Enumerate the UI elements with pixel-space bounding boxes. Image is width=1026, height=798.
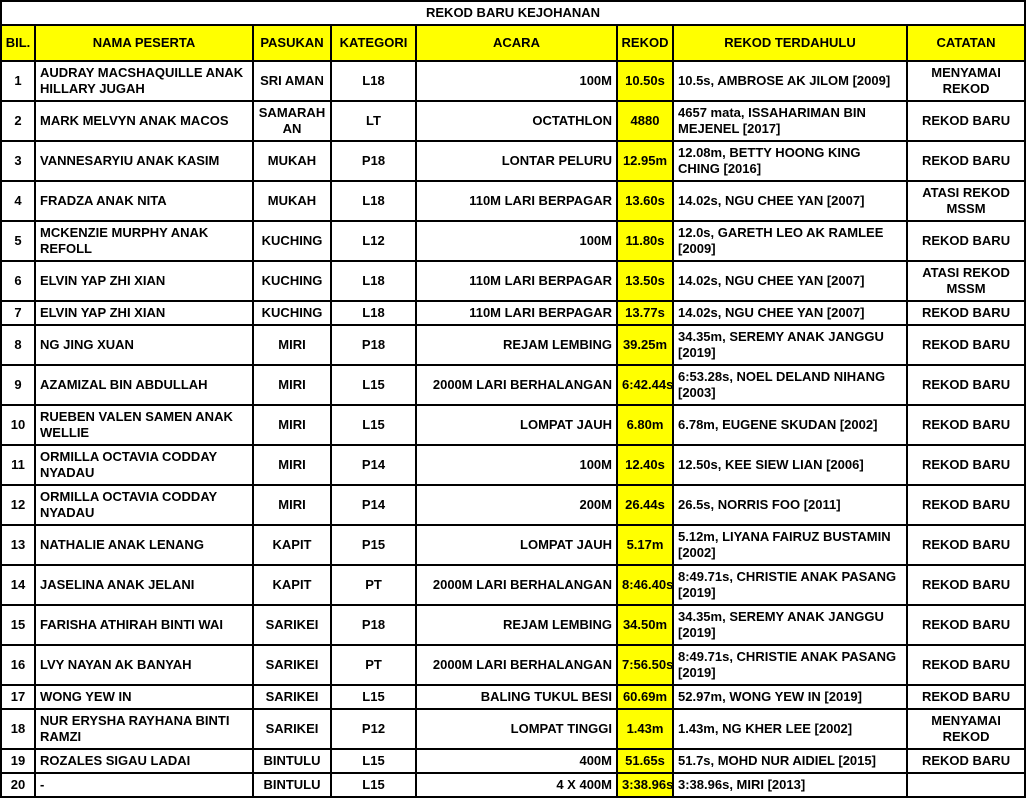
cell-nama: AUDRAY MACSHAQUILLE ANAK HILLARY JUGAH <box>35 61 253 101</box>
cell-nama: ROZALES SIGAU LADAI <box>35 749 253 773</box>
table-row <box>1 525 1025 565</box>
cell-kategori: P18 <box>331 141 416 181</box>
cell-kategori: PT <box>331 565 416 605</box>
cell-rekod-terdahulu: 1.43m, NG KHER LEE [2002] <box>673 709 907 749</box>
cell-nama: FRADZA ANAK NITA <box>35 181 253 221</box>
column-header-kategori: KATEGORI <box>331 25 416 61</box>
table-row <box>1 605 1025 645</box>
cell-pasukan: MUKAH <box>253 181 331 221</box>
cell-bil: 2 <box>1 101 35 141</box>
cell-kategori: P14 <box>331 485 416 525</box>
table-row <box>1 101 1025 141</box>
cell-acara: REJAM LEMBING <box>416 325 617 365</box>
cell-rekod-terdahulu: 4657 mata, ISSAHARIMAN BIN MEJENEL [2017] <box>673 101 907 141</box>
cell-acara: 110M LARI BERPAGAR <box>416 181 617 221</box>
cell-rekod-terdahulu: 10.5s, AMBROSE AK JILOM [2009] <box>673 61 907 101</box>
table-row <box>1 325 1025 365</box>
table-row <box>1 181 1025 221</box>
table-row <box>1 365 1025 405</box>
cell-rekod: 12.40s <box>617 445 673 485</box>
cell-catatan: REKOD BARU <box>907 405 1025 445</box>
cell-kategori: L18 <box>331 301 416 325</box>
cell-acara: 2000M LARI BERHALANGAN <box>416 565 617 605</box>
cell-bil: 20 <box>1 773 35 797</box>
cell-catatan: REKOD BARU <box>907 685 1025 709</box>
cell-acara: BALING TUKUL BESI <box>416 685 617 709</box>
cell-kategori: P18 <box>331 605 416 645</box>
cell-rekod: 7:56.50s <box>617 645 673 685</box>
cell-pasukan: KAPIT <box>253 565 331 605</box>
cell-rekod-terdahulu: 14.02s, NGU CHEE YAN [2007] <box>673 261 907 301</box>
cell-rekod: 3:38.96s <box>617 773 673 797</box>
table-row <box>1 141 1025 181</box>
cell-bil: 9 <box>1 365 35 405</box>
cell-bil: 3 <box>1 141 35 181</box>
table-row <box>1 445 1025 485</box>
cell-kategori: L15 <box>331 685 416 709</box>
cell-nama: ORMILLA OCTAVIA CODDAY NYADAU <box>35 445 253 485</box>
cell-pasukan: MIRI <box>253 365 331 405</box>
cell-kategori: P14 <box>331 445 416 485</box>
table-row <box>1 773 1025 797</box>
cell-kategori: L15 <box>331 365 416 405</box>
cell-acara: LOMPAT TINGGI <box>416 709 617 749</box>
cell-rekod-terdahulu: 26.5s, NORRIS FOO [2011] <box>673 485 907 525</box>
cell-kategori: PT <box>331 645 416 685</box>
header-row <box>1 25 1025 61</box>
cell-pasukan: BINTULU <box>253 773 331 797</box>
cell-catatan: REKOD BARU <box>907 221 1025 261</box>
cell-bil: 15 <box>1 605 35 645</box>
cell-rekod-terdahulu: 34.35m, SEREMY ANAK JANGGU [2019] <box>673 605 907 645</box>
cell-rekod: 13.77s <box>617 301 673 325</box>
cell-rekod-terdahulu: 34.35m, SEREMY ANAK JANGGU [2019] <box>673 325 907 365</box>
cell-catatan: MENYAMAI REKOD <box>907 61 1025 101</box>
cell-bil: 14 <box>1 565 35 605</box>
table-row <box>1 565 1025 605</box>
cell-catatan: REKOD BARU <box>907 645 1025 685</box>
cell-bil: 4 <box>1 181 35 221</box>
cell-nama: VANNESARYIU ANAK KASIM <box>35 141 253 181</box>
cell-nama: WONG YEW IN <box>35 685 253 709</box>
cell-catatan: REKOD BARU <box>907 605 1025 645</box>
cell-bil: 13 <box>1 525 35 565</box>
cell-nama: NG JING XUAN <box>35 325 253 365</box>
cell-catatan: REKOD BARU <box>907 325 1025 365</box>
cell-kategori: P18 <box>331 325 416 365</box>
cell-kategori: L15 <box>331 405 416 445</box>
table-row <box>1 645 1025 685</box>
cell-kategori: L18 <box>331 61 416 101</box>
cell-bil: 17 <box>1 685 35 709</box>
cell-pasukan: SARIKEI <box>253 645 331 685</box>
cell-acara: 2000M LARI BERHALANGAN <box>416 645 617 685</box>
cell-nama: AZAMIZAL BIN ABDULLAH <box>35 365 253 405</box>
cell-rekod: 39.25m <box>617 325 673 365</box>
cell-bil: 19 <box>1 749 35 773</box>
cell-bil: 11 <box>1 445 35 485</box>
cell-rekod: 6:42.44s <box>617 365 673 405</box>
cell-nama: FARISHA ATHIRAH BINTI WAI <box>35 605 253 645</box>
cell-nama: NUR ERYSHA RAYHANA BINTI RAMZI <box>35 709 253 749</box>
cell-pasukan: MIRI <box>253 405 331 445</box>
cell-kategori: P15 <box>331 525 416 565</box>
cell-catatan: REKOD BARU <box>907 365 1025 405</box>
cell-acara: 400M <box>416 749 617 773</box>
cell-catatan: ATASI REKOD MSSM <box>907 181 1025 221</box>
page-title: REKOD BARU KEJOHANAN <box>1 1 1025 25</box>
cell-rekod: 12.95m <box>617 141 673 181</box>
cell-rekod-terdahulu: 12.0s, GARETH LEO AK RAMLEE [2009] <box>673 221 907 261</box>
column-header-acara: ACARA <box>416 25 617 61</box>
cell-pasukan: MIRI <box>253 325 331 365</box>
cell-acara: LONTAR PELURU <box>416 141 617 181</box>
cell-rekod-terdahulu: 3:38.96s, MIRI [2013] <box>673 773 907 797</box>
cell-bil: 16 <box>1 645 35 685</box>
cell-pasukan: KUCHING <box>253 221 331 261</box>
cell-catatan: REKOD BARU <box>907 485 1025 525</box>
cell-nama: ELVIN YAP ZHI XIAN <box>35 301 253 325</box>
cell-acara: 110M LARI BERPAGAR <box>416 261 617 301</box>
cell-rekod: 60.69m <box>617 685 673 709</box>
cell-rekod-terdahulu: 12.08m, BETTY HOONG KING CHING [2016] <box>673 141 907 181</box>
cell-catatan: ATASI REKOD MSSM <box>907 261 1025 301</box>
cell-acara: 2000M LARI BERHALANGAN <box>416 365 617 405</box>
cell-catatan: REKOD BARU <box>907 565 1025 605</box>
cell-kategori: L15 <box>331 773 416 797</box>
table-row <box>1 61 1025 101</box>
cell-rekod-terdahulu: 14.02s, NGU CHEE YAN [2007] <box>673 181 907 221</box>
cell-rekod-terdahulu: 8:49.71s, CHRISTIE ANAK PASANG [2019] <box>673 565 907 605</box>
cell-bil: 5 <box>1 221 35 261</box>
cell-nama: MCKENZIE MURPHY ANAK REFOLL <box>35 221 253 261</box>
cell-kategori: L12 <box>331 221 416 261</box>
cell-rekod-terdahulu: 8:49.71s, CHRISTIE ANAK PASANG [2019] <box>673 645 907 685</box>
cell-acara: 100M <box>416 221 617 261</box>
column-header-bil: BIL. <box>1 25 35 61</box>
cell-nama: ELVIN YAP ZHI XIAN <box>35 261 253 301</box>
cell-catatan: REKOD BARU <box>907 141 1025 181</box>
cell-rekod: 1.43m <box>617 709 673 749</box>
cell-kategori: L18 <box>331 261 416 301</box>
cell-rekod: 6.80m <box>617 405 673 445</box>
cell-nama: NATHALIE ANAK LENANG <box>35 525 253 565</box>
cell-kategori: L15 <box>331 749 416 773</box>
cell-pasukan: MIRI <box>253 485 331 525</box>
cell-catatan: MENYAMAI REKOD <box>907 709 1025 749</box>
cell-acara: LOMPAT JAUH <box>416 525 617 565</box>
table-row <box>1 301 1025 325</box>
cell-rekod: 26.44s <box>617 485 673 525</box>
cell-rekod: 51.65s <box>617 749 673 773</box>
cell-pasukan: SARIKEI <box>253 709 331 749</box>
cell-catatan: REKOD BARU <box>907 101 1025 141</box>
cell-acara: 110M LARI BERPAGAR <box>416 301 617 325</box>
table-row <box>1 709 1025 749</box>
cell-bil: 6 <box>1 261 35 301</box>
cell-rekod: 34.50m <box>617 605 673 645</box>
cell-nama: LVY NAYAN AK BANYAH <box>35 645 253 685</box>
cell-nama: - <box>35 773 253 797</box>
table-row <box>1 405 1025 445</box>
cell-rekod: 10.50s <box>617 61 673 101</box>
column-header-catatan: CATATAN <box>907 25 1025 61</box>
cell-rekod: 13.50s <box>617 261 673 301</box>
cell-pasukan: SRI AMAN <box>253 61 331 101</box>
cell-acara: 200M <box>416 485 617 525</box>
column-header-rekod-terdahulu: REKOD TERDAHULU <box>673 25 907 61</box>
cell-rekod: 4880 <box>617 101 673 141</box>
cell-rekod: 11.80s <box>617 221 673 261</box>
column-header-nama-peserta: NAMA PESERTA <box>35 25 253 61</box>
cell-pasukan: SARIKEI <box>253 685 331 709</box>
table-row <box>1 749 1025 773</box>
cell-pasukan: KUCHING <box>253 261 331 301</box>
cell-pasukan: BINTULU <box>253 749 331 773</box>
cell-nama: JASELINA ANAK JELANI <box>35 565 253 605</box>
cell-rekod-terdahulu: 14.02s, NGU CHEE YAN [2007] <box>673 301 907 325</box>
records-tbody <box>1 61 1025 797</box>
column-header-pasukan: PASUKAN <box>253 25 331 61</box>
cell-bil: 7 <box>1 301 35 325</box>
cell-acara: 4 X 400M <box>416 773 617 797</box>
cell-acara: OCTATHLON <box>416 101 617 141</box>
table-row <box>1 685 1025 709</box>
cell-catatan: REKOD BARU <box>907 445 1025 485</box>
cell-kategori: L18 <box>331 181 416 221</box>
cell-catatan: REKOD BARU <box>907 749 1025 773</box>
table-row <box>1 485 1025 525</box>
cell-rekod: 5.17m <box>617 525 673 565</box>
cell-bil: 12 <box>1 485 35 525</box>
column-header-rekod: REKOD <box>617 25 673 61</box>
cell-rekod-terdahulu: 51.7s, MOHD NUR AIDIEL [2015] <box>673 749 907 773</box>
cell-rekod-terdahulu: 6:53.28s, NOEL DELAND NIHANG [2003] <box>673 365 907 405</box>
cell-pasukan: SAMARAHAN <box>253 101 331 141</box>
cell-acara: REJAM LEMBING <box>416 605 617 645</box>
cell-kategori: P12 <box>331 709 416 749</box>
cell-acara: LOMPAT JAUH <box>416 405 617 445</box>
title-row <box>1 1 1025 25</box>
cell-bil: 10 <box>1 405 35 445</box>
cell-kategori: LT <box>331 101 416 141</box>
table-row <box>1 261 1025 301</box>
cell-catatan <box>907 773 1025 797</box>
cell-rekod-terdahulu: 5.12m, LIYANA FAIRUZ BUSTAMIN [2002] <box>673 525 907 565</box>
cell-bil: 8 <box>1 325 35 365</box>
cell-pasukan: KUCHING <box>253 301 331 325</box>
cell-rekod-terdahulu: 12.50s, KEE SIEW LIAN [2006] <box>673 445 907 485</box>
cell-pasukan: KAPIT <box>253 525 331 565</box>
cell-nama: ORMILLA OCTAVIA CODDAY NYADAU <box>35 485 253 525</box>
cell-bil: 18 <box>1 709 35 749</box>
cell-rekod-terdahulu: 52.97m, WONG YEW IN [2019] <box>673 685 907 709</box>
cell-rekod-terdahulu: 6.78m, EUGENE SKUDAN [2002] <box>673 405 907 445</box>
cell-catatan: REKOD BARU <box>907 525 1025 565</box>
cell-catatan: REKOD BARU <box>907 301 1025 325</box>
cell-bil: 1 <box>1 61 35 101</box>
cell-rekod: 8:46.40s <box>617 565 673 605</box>
table-row <box>1 221 1025 261</box>
cell-acara: 100M <box>416 445 617 485</box>
cell-acara: 100M <box>416 61 617 101</box>
cell-pasukan: SARIKEI <box>253 605 331 645</box>
cell-pasukan: MUKAH <box>253 141 331 181</box>
cell-nama: RUEBEN VALEN SAMEN ANAK WELLIE <box>35 405 253 445</box>
cell-nama: MARK MELVYN ANAK MACOS <box>35 101 253 141</box>
cell-pasukan: MIRI <box>253 445 331 485</box>
cell-rekod: 13.60s <box>617 181 673 221</box>
